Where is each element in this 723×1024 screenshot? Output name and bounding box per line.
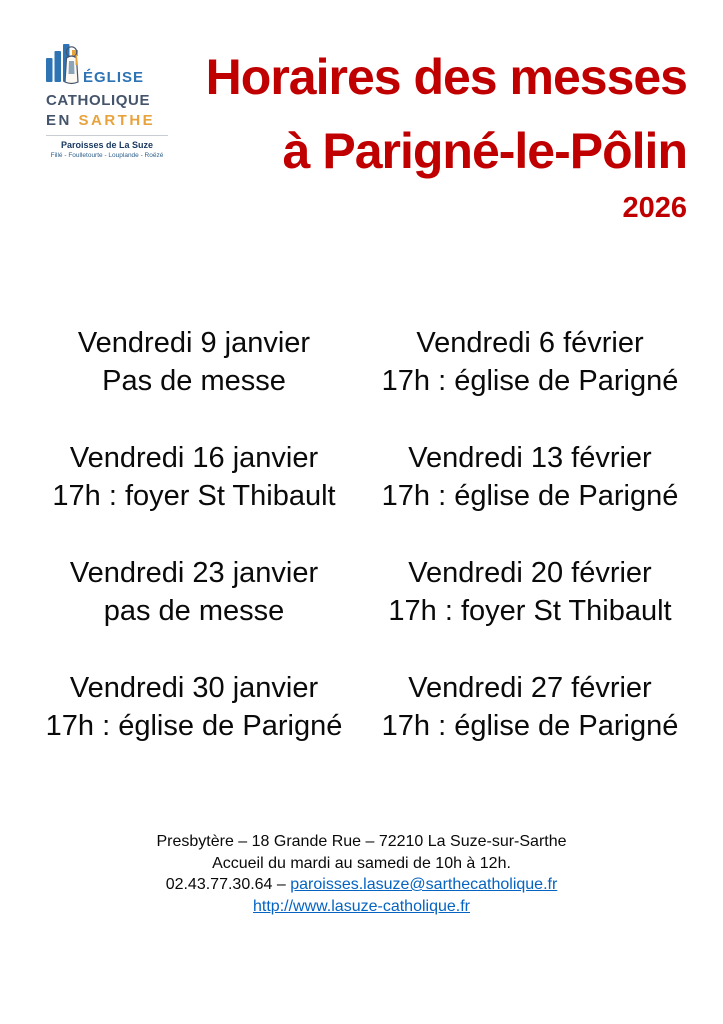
title-line-2: à Parigné-le-Pôlin [282,123,687,179]
schedule-entry-jan-9 [28,324,360,400]
entry-date: Vendredi 16 janvier [69,442,319,474]
schedule-entry-feb-27 [364,669,696,745]
church-bars-icon [46,44,80,90]
logo-divider [46,135,168,136]
entry-date: Vendredi 27 février [408,672,652,704]
logo-parish-name: Paroisses de La Suze [60,140,154,150]
diocese-logo [46,44,178,159]
entry-detail: 17h : foyer St Thibault [388,595,672,627]
entry-date: Vendredi 6 février [416,327,644,359]
email-link[interactable]: paroisses.lasuze@sarthecatholique.fr [290,876,558,893]
entry-date: Vendredi 13 février [408,442,652,474]
logo-text-catholique: CATHOLIQUE [46,92,151,109]
entry-date: Vendredi 30 janvier [69,672,319,704]
entry-detail: 17h : église de Parigné [381,710,679,742]
entry-detail: pas de messe [103,595,285,627]
title-line-1: Horaires des messes [205,49,687,105]
schedule-entry-jan-30 [28,669,360,745]
website-link[interactable]: http://www.lasuze-catholique.fr [253,897,470,915]
title-year: 2026 [622,192,687,224]
entry-date: Vendredi 20 février [408,557,652,589]
footer-phone-email-line [0,874,723,896]
mass-schedule-grid [28,324,696,745]
entry-date: Vendredi 23 janvier [69,557,319,589]
logo-text-sarthe: SARTHE [78,112,156,129]
schedule-entry-feb-13 [364,439,696,515]
contact-footer [0,831,723,917]
schedule-entry-feb-20 [364,554,696,630]
entry-detail: Pas de messe [102,365,286,397]
entry-date: Vendredi 9 janvier [77,327,311,359]
schedule-entry-feb-6 [364,324,696,400]
footer-address: Presbytère – 18 Grande Rue – 72210 La Suze-sur-Sarthe [156,833,567,850]
footer-opening-hours: Accueil du mardi au samedi de 10h à 12h. [212,854,511,872]
footer-website-line [0,896,723,918]
entry-detail: 17h : église de Parigné [381,480,679,512]
entry-detail: 17h : église de Parigné [381,365,679,397]
entry-detail: 17h : église de Parigné [45,710,343,742]
logo-text-en: EN [46,112,72,129]
logo-text-eglise: ÉGLISE [83,69,145,86]
entry-detail: 17h : foyer St Thibault [52,480,336,512]
logo-text-en-sarthe [46,112,178,129]
logo-towns-list: Fillé - Foulletourte - Louplande - Roëzé [50,152,164,159]
footer-phone: 02.43.77.30.64 – [165,876,291,893]
poster-title [170,40,687,226]
schedule-entry-jan-23 [28,554,360,630]
logo-top-row [46,44,178,90]
schedule-entry-jan-16 [28,439,360,515]
